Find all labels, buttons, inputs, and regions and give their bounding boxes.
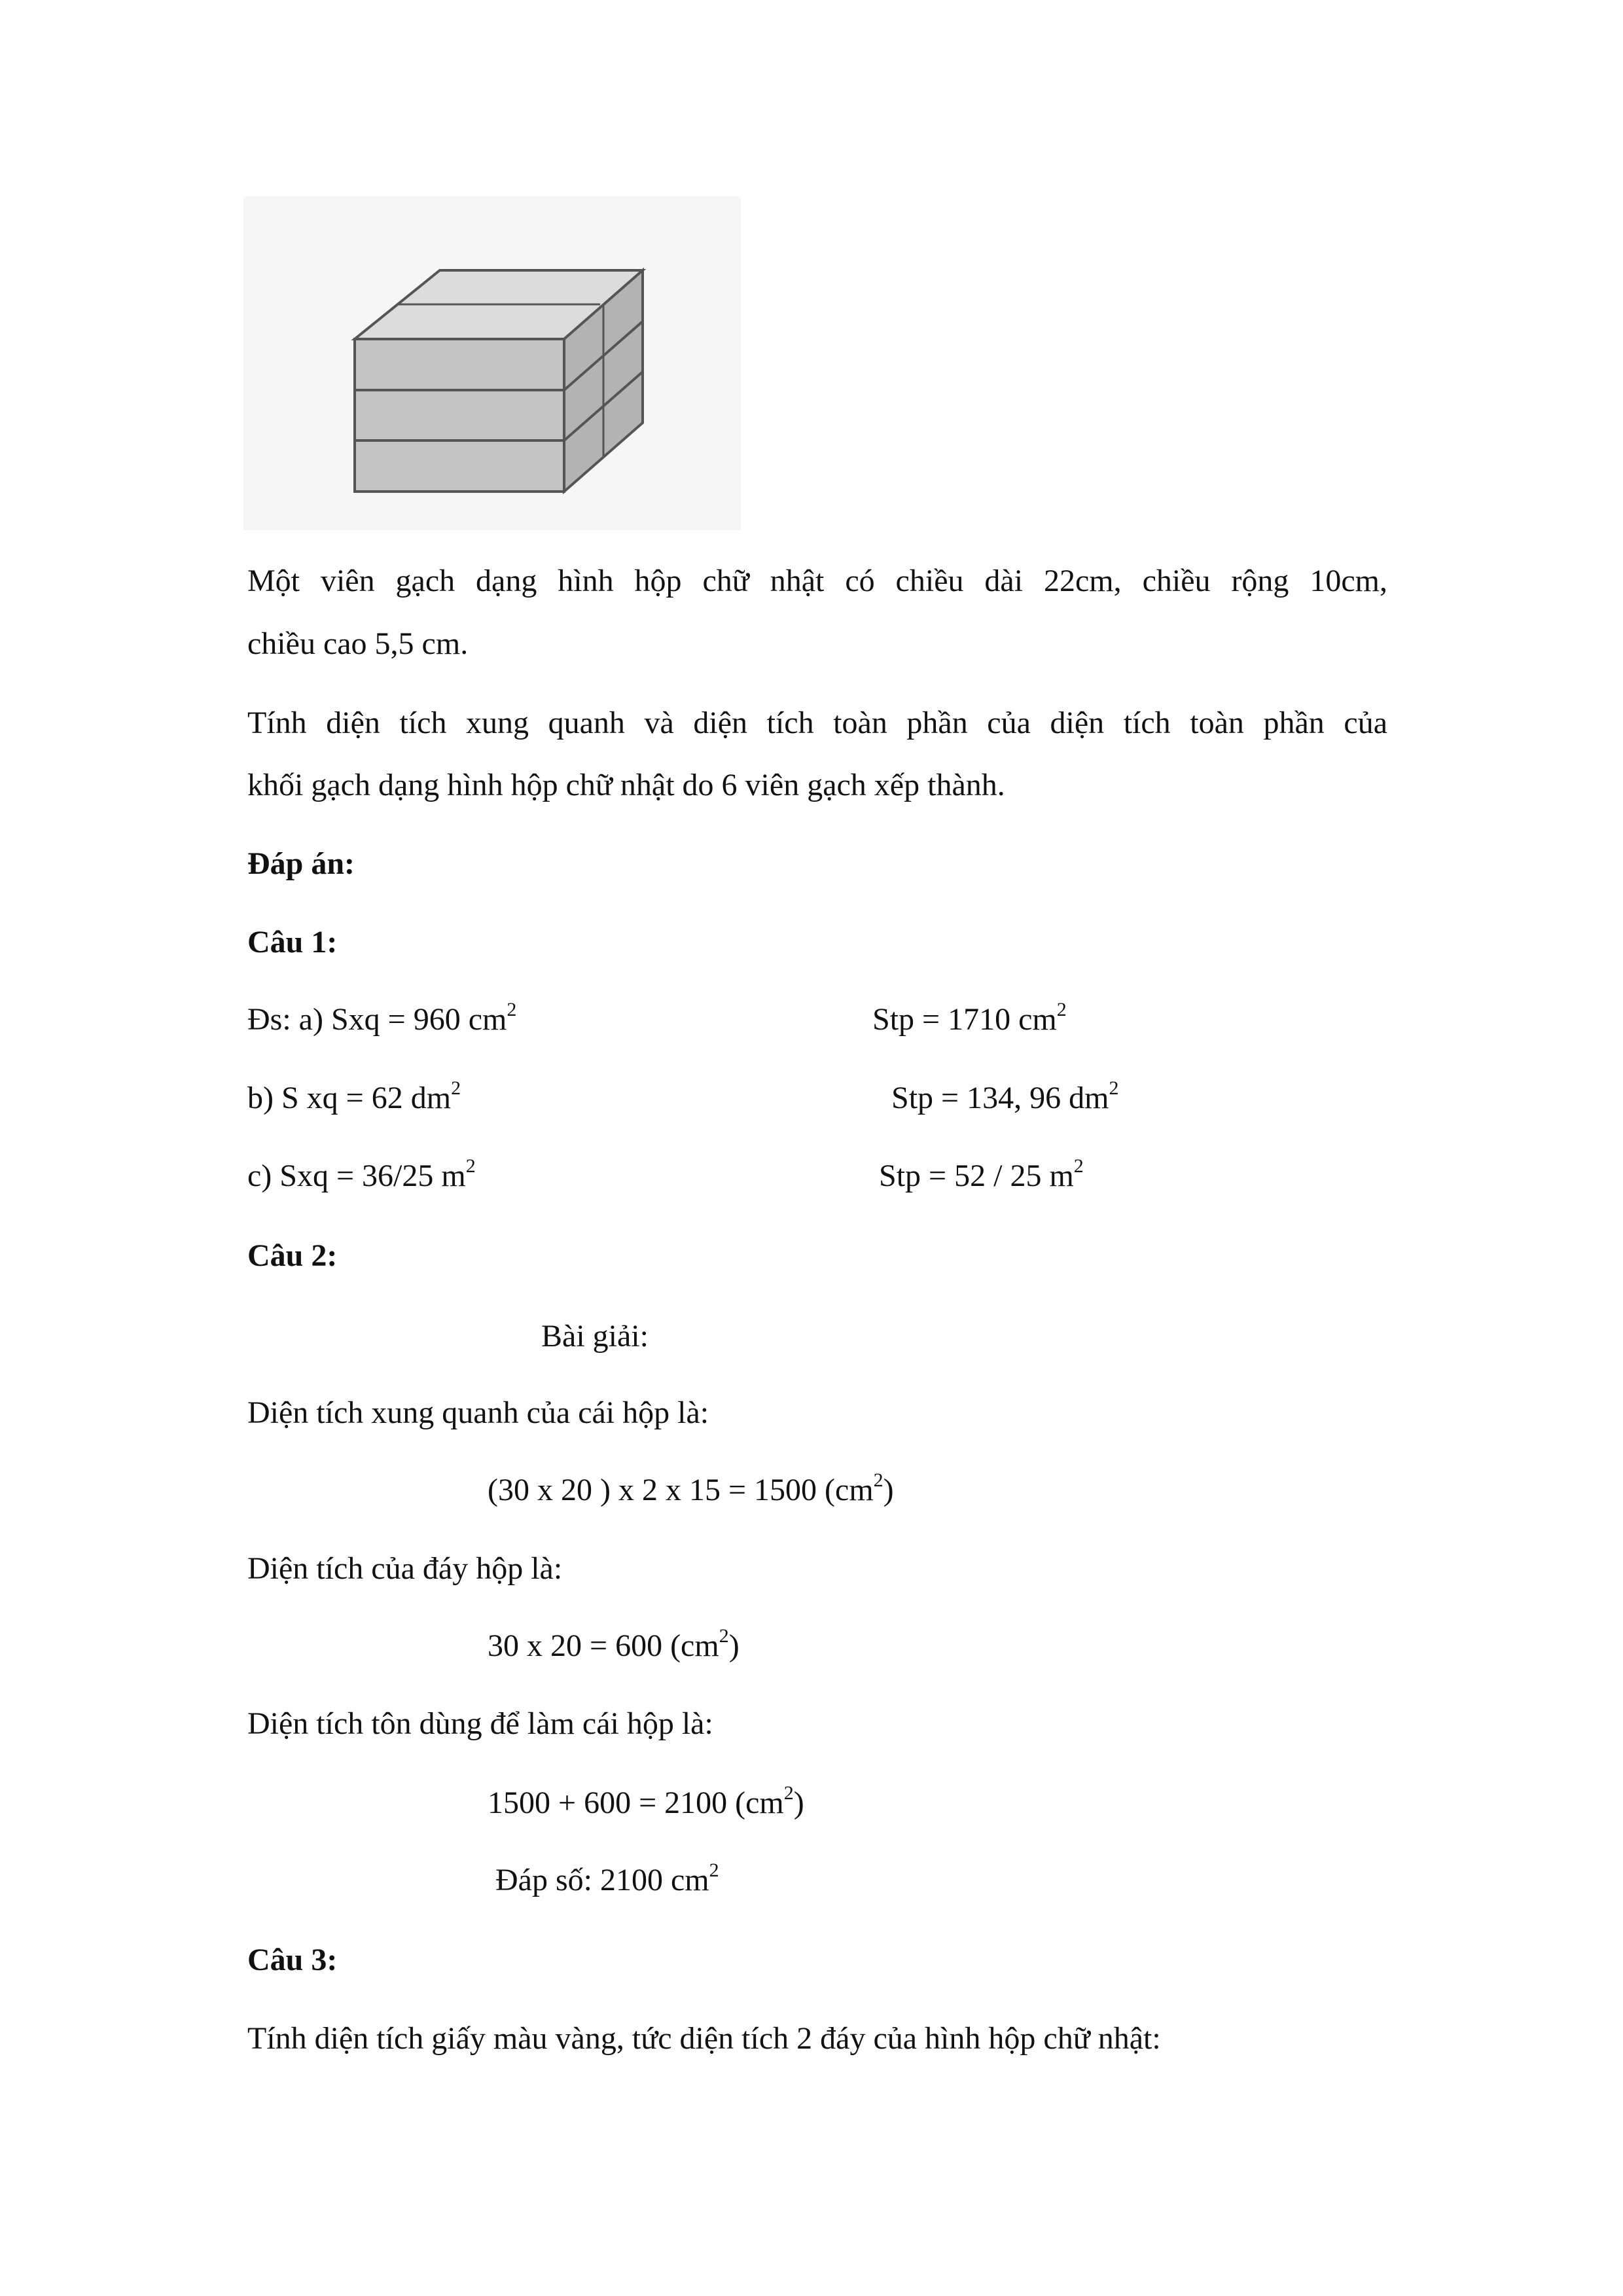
q2-expr-1: (30 x 20 ) x 2 x 15 = 1500 $(cm^2)$ — [488, 1469, 894, 1507]
q3-title: Câu 3: — [247, 1943, 338, 1977]
q2-title: Câu 2: — [247, 1238, 338, 1273]
q1-title: Câu 1: — [247, 925, 338, 960]
answers-heading: Đáp án: — [247, 846, 355, 881]
q2-expr-2: 30 x 20 = 600 $(cm^2)$ — [488, 1625, 740, 1663]
q2-final-answer: Đáp số: 2100 $cm^2$ — [495, 1859, 719, 1897]
q2-expr-3: 1500 + 600 = 2100 $(cm^2)$ — [488, 1782, 804, 1820]
q1-c-left: c) Sxq = 36/25 $m^2$ — [247, 1155, 476, 1193]
brick-stack-figure — [243, 196, 741, 530]
problem-line-2: chiều cao 5,5 cm. — [247, 626, 469, 661]
problem-line-1: Một viên gạch dạng hình hộp chữ nhật có chiều dài 22cm, chiều rộng 10cm, — [247, 564, 1387, 598]
q2-step-2: Diện tích của đáy hộp là: — [247, 1551, 563, 1586]
q3-step-1: Tính diện tích giấy màu vàng, tức diện tích 2 đáy của hình hộp chữ nhật: — [247, 2021, 1161, 2056]
problem-line-4: khối gạch dạng hình hộp chữ nhật do 6 viên gạch xếp thành. — [247, 768, 1005, 802]
q1-a-right: Stp = 1710 $cm^2$ — [872, 999, 1067, 1037]
q1-b-left: b) S xq = 62 $dm^2$ — [247, 1077, 461, 1115]
q1-b-right: Stp = 134, 96 $dm^2$ — [891, 1077, 1119, 1115]
box-front-face — [355, 339, 564, 492]
q1-c-right: Stp = 52 / 25 $m^2$ — [879, 1155, 1084, 1193]
q1-a-left: Đs: a) Sxq = 960 $cm^2$ — [247, 999, 517, 1037]
q2-step-1: Diện tích xung quanh của cái hộp là: — [247, 1395, 709, 1430]
problem-line-3: Tính diện tích xung quanh và diện tích toàn phần của diện tích toàn phần của — [247, 706, 1387, 740]
q2-step-3: Diện tích tôn dùng để làm cái hộp là: — [247, 1706, 713, 1741]
q2-solution-title: Bài giải: — [541, 1319, 649, 1354]
